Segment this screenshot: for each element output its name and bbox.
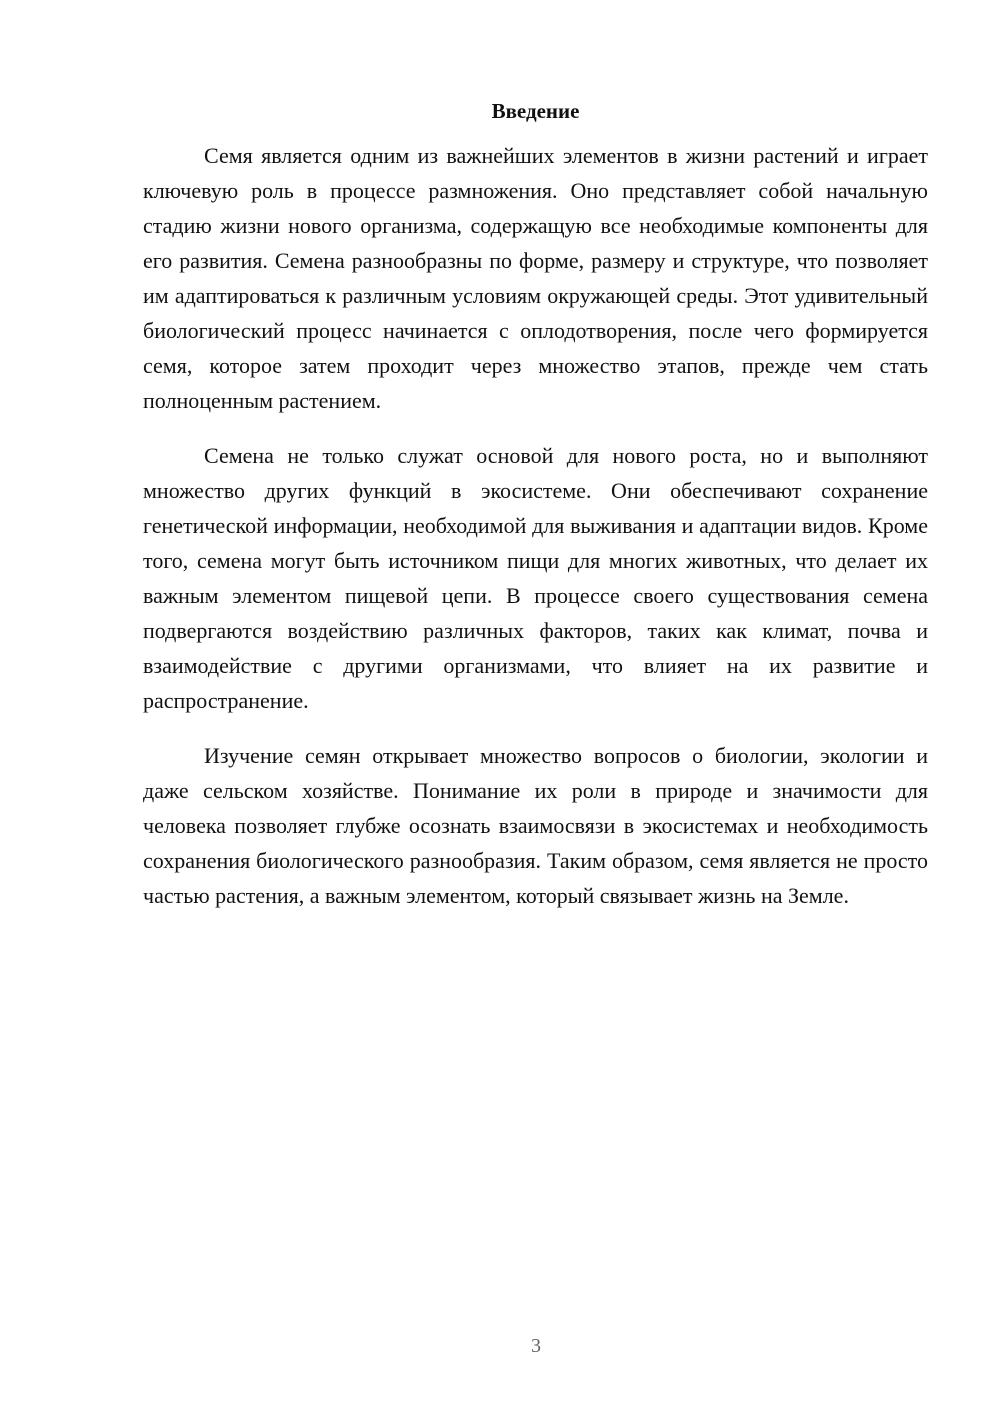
page-content [143, 95, 928, 933]
paragraph-3: Изучение семян открывает множество вопросов о биологии, экологии и даже сельском хозяйстве. Понимание их роли в природе и значимости для человека позволяет глубже осознать взаимосвязи в экосистемах и необходимость сохранения биологического разнообразия. Таким образом, семя является не просто частью растения, а важным элементом, который связывает жизнь на Земле. [143, 743, 928, 908]
section-title: Введение [491, 99, 580, 123]
paragraph-2: Семена не только служат основой для нового роста, но и выполняют множество других функций в экосистеме. Они обеспечивают сохранение генетической информации, необходимой для выживания и адаптации видов. Кроме того, семена могут быть источником пищи для многих животных, что делает их важным элементом пищевой цепи. В процессе своего существования семена подвергаются воздействию различных факторов, таких как климат, почва и взаимодействие с другими организмами, что влияет на их развитие и распространение. [143, 443, 928, 713]
paragraph-1: Семя является одним из важнейших элементов в жизни растений и играет ключевую роль в процессе размножения. Оно представляет собой начальную стадию жизни нового организма, содержащую все необходимые компоненты для его развития. Семена разнообразны по форме, размеру и структуре, что позволяет им адаптироваться к различным условиям окружающей среды. Этот удивительный биологический процесс начинается с оплодотворения, после чего формируется семя, которое затем проходит через множество этапов, прежде чем стать полноценным растением. [143, 143, 928, 413]
page-number: 3 [531, 1335, 541, 1357]
